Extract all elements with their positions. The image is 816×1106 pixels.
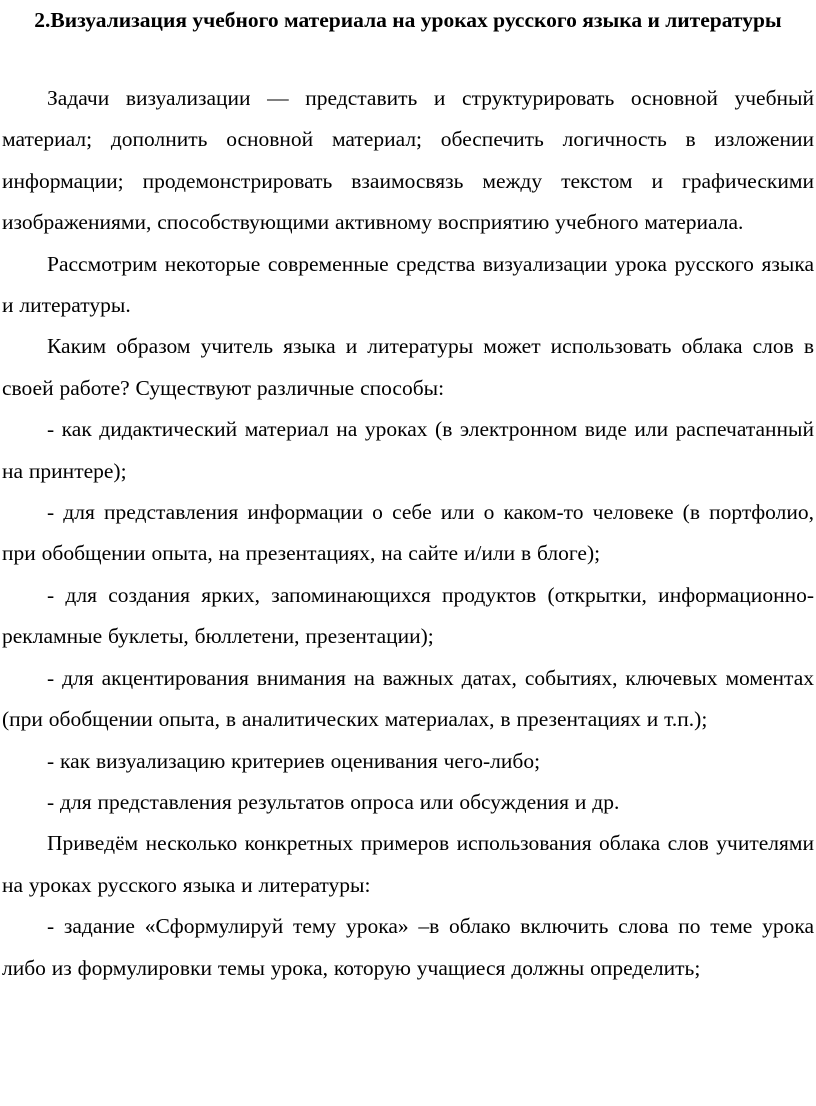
heading-spacer	[2, 41, 814, 78]
list-item-accenting-attention: - для акцентирования внимания на важных датах, событиях, ключевых моментах (при обобщении опыта, в аналитических материалах, в презентациях и т.п.);	[2, 665, 814, 732]
list-item-survey-results: - для представления результатов опроса или обсуждения и др.	[47, 789, 620, 814]
paragraph-examples-intro: Приведём несколько конкретных примеров использования облака слов учителями на уроках русского языка и литературы:	[2, 831, 814, 897]
list-item-assessment-criteria: - как визуализацию критериев оценивания чего-либо;	[47, 748, 541, 773]
paragraph-visualization-tasks: Задачи визуализации — представить и структурировать основной учебный материал; дополнить основной материал; обеспечить логичность в изложении информации; продемонстрировать взаимосвязь между текстом и графическими изображениями, способствующими активному восприятию учебного материала.	[2, 86, 814, 235]
list-item-bright-products: - для создания ярких, запоминающихся продуктов (открытки, информационно-рекламные буклеты, бюллетени, презентации);	[2, 582, 814, 649]
list-item-personal-info: - для представления информации о себе или о каком-то человеке (в портфолио, при обобщении опыта, на презентациях, на сайте и/или в блоге);	[2, 500, 814, 566]
paragraph-modern-tools: Рассмотрим некоторые современные средства визуализации урока русского языка и литературы.	[2, 251, 814, 318]
section-heading: 2.Визуализация учебного материала на уроках русского языка и литературы	[34, 8, 782, 32]
list-item-didactic-material: - как дидактический материал на уроках (в электронном виде или распечатанный на принтере);	[2, 417, 814, 483]
list-item-formulate-topic: - задание «Сформулируй тему урока» –в облако включить слова по теме урока либо из формулировки темы урока, которую учащиеся должны определить;	[2, 914, 814, 980]
paragraph-word-clouds-question: Каким образом учитель языка и литературы может использовать облака слов в своей работе? Существуют различные способы:	[2, 334, 814, 400]
